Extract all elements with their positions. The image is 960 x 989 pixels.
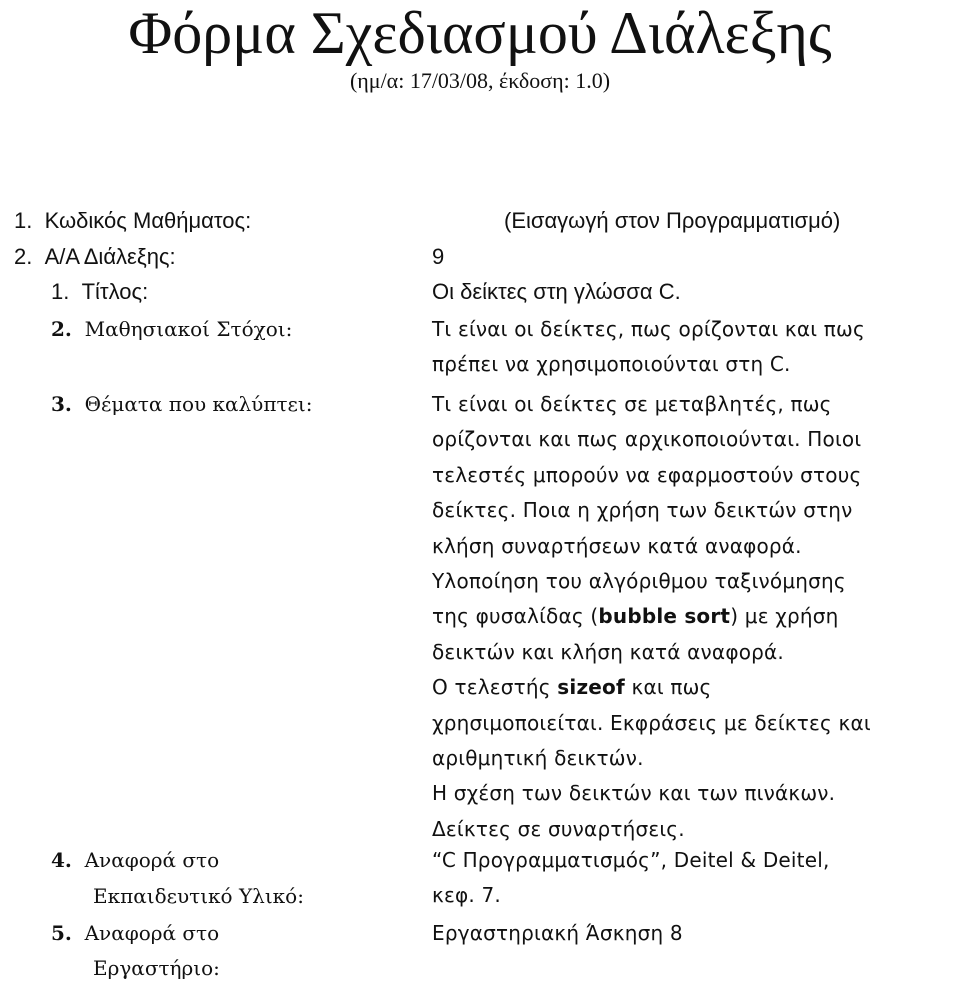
document-version-date: (ημ/α: 17/03/08, έκδοση: 1.0) xyxy=(349,68,611,93)
lecture-title-label xyxy=(51,274,148,309)
reference-material-value xyxy=(432,843,830,914)
lab-reference-label-line-2: Εργαστήριο: xyxy=(93,956,220,980)
text-line: Τι είναι οι δείκτες σε μεταβλητές, πως xyxy=(432,392,832,416)
text-line: χρησιμοποιείται. Εκφράσεις με δείκτες και xyxy=(432,710,871,735)
field-label: Θέματα που καλύπτει: xyxy=(84,392,313,416)
lab-reference-value: Εργαστηριακή Άσκηση 8 xyxy=(432,921,683,945)
row-number: 4. xyxy=(51,848,72,872)
text-segment: και πως xyxy=(624,675,712,700)
course-code-label xyxy=(14,203,251,238)
row-number: 2. xyxy=(51,317,72,341)
learning-objectives-value xyxy=(432,312,865,383)
text-line: Δείκτες σε συναρτήσεις. xyxy=(432,816,685,841)
field-label: Μαθησιακοί Στόχοι: xyxy=(84,317,293,341)
text-line: “C Προγραμματισμός”, Deitel & Deitel, xyxy=(432,848,830,872)
lecture-number-label xyxy=(14,239,176,274)
field-label: Αναφορά στο xyxy=(84,848,220,872)
reference-material-label-line-2: Εκπαιδευτικό Υλικό: xyxy=(93,884,304,908)
field-label: Α/Α Διάλεξης: xyxy=(44,244,176,269)
field-label: Τίτλος: xyxy=(81,279,149,304)
row-number: 5. xyxy=(51,921,72,945)
reference-material-label xyxy=(51,843,219,878)
text-line: Η σχέση των δεικτών και των πινάκων. xyxy=(432,781,836,806)
keyword-bubble-sort: bubble sort xyxy=(598,604,731,629)
text-line: Τι είναι οι δείκτες, πως ορίζονται και πως xyxy=(432,317,865,341)
lecture-number-value: 9 xyxy=(432,244,445,269)
row-number: 2. xyxy=(14,244,33,269)
topics-covered-value xyxy=(432,387,871,847)
field-label: Κωδικός Μαθήματος: xyxy=(44,208,252,233)
topics-covered-label xyxy=(51,387,313,422)
row-number: 3. xyxy=(51,392,72,416)
row-number: 1. xyxy=(51,279,70,304)
learning-objectives-label xyxy=(51,312,292,347)
text-segment: Ο τελεστής xyxy=(432,675,558,700)
course-code-value: (Εισαγωγή στον Προγραμματισμό) xyxy=(504,208,841,233)
text-line: τελεστές μπορούν να εφαρμοστούν στους xyxy=(432,462,862,487)
text-line xyxy=(432,599,871,634)
text-line: δείκτες. Ποια η χρήση των δεικτών στην xyxy=(432,498,853,523)
text-line: κλήση συναρτήσεων κατά αναφορά. xyxy=(432,533,802,558)
field-label: Αναφορά στο xyxy=(84,921,220,945)
page-title: Φόρμα Σχεδιασμού Διάλεξης xyxy=(128,0,832,66)
row-number: 1. xyxy=(14,208,33,233)
lab-reference-label xyxy=(51,916,219,951)
text-line: δεικτών και κλήση κατά αναφορά. xyxy=(432,639,784,664)
text-line: Υλοποίηση του αλγόριθμου ταξινόμησης xyxy=(432,569,846,594)
text-line xyxy=(432,670,871,705)
text-line: αριθμητική δεικτών. xyxy=(432,746,644,771)
text-line: κεφ. 7. xyxy=(432,883,501,908)
text-line: πρέπει να χρησιμοποιούνται στη C. xyxy=(432,352,791,377)
text-segment: ) με χρήση xyxy=(730,604,839,629)
text-segment: της φυσαλίδας ( xyxy=(432,604,599,629)
text-line: ορίζονται και πως αρχικοποιούνται. Ποιοι xyxy=(432,427,862,452)
lecture-title-value: Οι δείκτες στη γλώσσα C. xyxy=(432,279,681,304)
keyword-sizeof: sizeof xyxy=(557,675,625,700)
